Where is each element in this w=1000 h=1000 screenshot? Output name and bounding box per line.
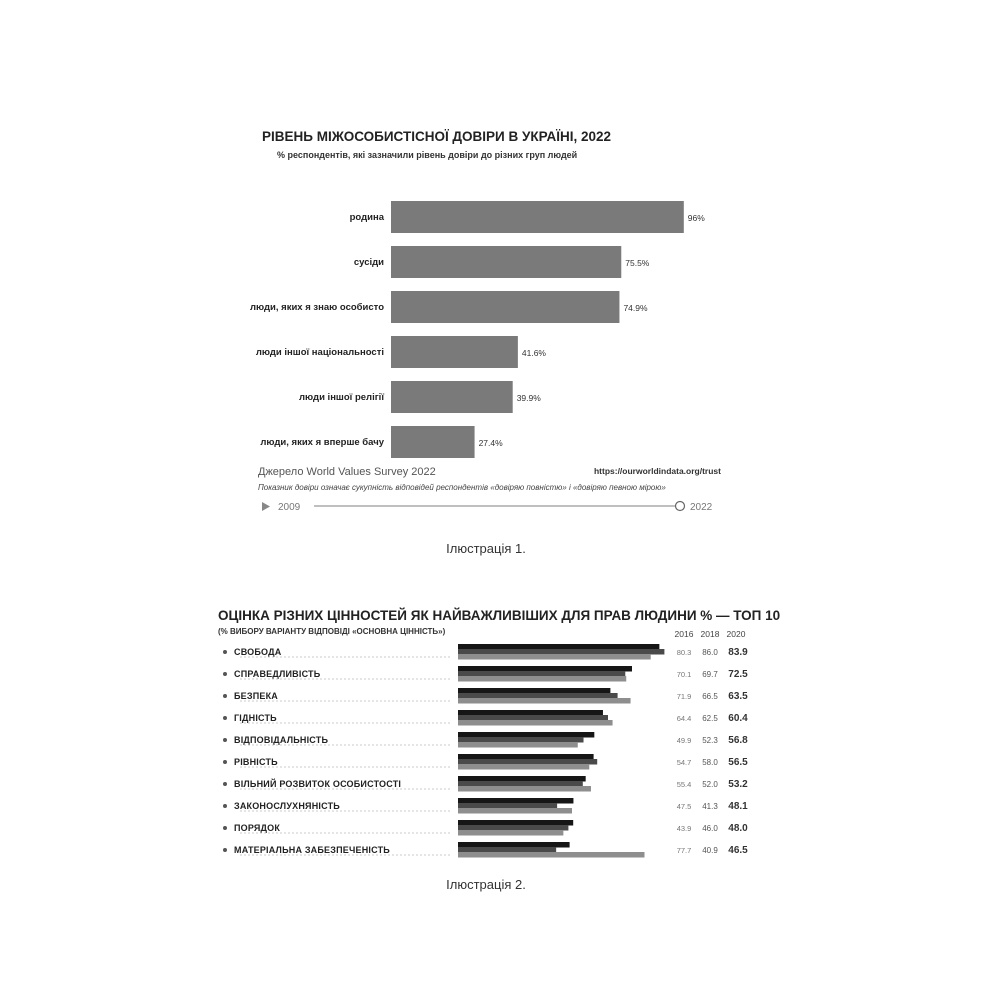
chart2-value-2020: 48.0 <box>728 823 748 834</box>
caption-2: Ілюстрація 2. <box>446 877 526 892</box>
chart2-bar-2020 <box>458 798 573 804</box>
chart2-bar-2016 <box>458 676 626 682</box>
chart2-value-2018: 62.5 <box>702 714 718 723</box>
chart2-value-2020: 56.5 <box>728 757 748 768</box>
chart2-plot <box>223 644 748 858</box>
chart2-bar-2020 <box>458 776 586 782</box>
chart2-category-label: ГІДНІСТЬ <box>234 713 277 723</box>
chart1-category-label: люди іншої релігії <box>299 392 384 403</box>
chart2-bar-2016 <box>458 698 631 704</box>
chart2-value-2020: 60.4 <box>728 713 748 724</box>
play-icon[interactable] <box>262 502 270 511</box>
chart2-value-2016: 70.1 <box>676 670 692 679</box>
chart2-title: ОЦІНКА РІЗНИХ ЦІННОСТЕЙ ЯК НАЙВАЖЛИВІШИХ ДЛЯ ПРАВ ЛЮДИНИ % — ТОП 10 <box>218 608 781 623</box>
chart2-value-2018: 86.0 <box>702 648 718 657</box>
chart2-bar-2020 <box>458 732 594 738</box>
chart2-category-label: ЗАКОНОСЛУХНЯНІСТЬ <box>234 801 340 811</box>
chart2-bar-2016 <box>458 654 651 660</box>
chart2-bullet <box>223 782 227 786</box>
chart2-bar-2016 <box>458 742 578 748</box>
chart2-value-2018: 52.0 <box>702 780 718 789</box>
chart2-bar-2018 <box>458 671 625 677</box>
chart2-bar-2018 <box>458 737 584 743</box>
chart2-bar-2020 <box>458 688 610 694</box>
chart1-bar <box>391 201 684 233</box>
chart2-value-2020: 46.5 <box>728 845 748 856</box>
chart2-bullet <box>223 650 227 654</box>
chart2-bar-2016 <box>458 720 613 726</box>
chart1-note: Показник довіри означає сукупність відповідей респондентів «довіряю повністю» і «довіряю певною мірою» <box>258 483 666 492</box>
chart2-bar-2018 <box>458 759 597 765</box>
chart2-bar-2016 <box>458 764 589 770</box>
timeline-handle[interactable] <box>676 502 685 511</box>
chart2-value-2018: 58.0 <box>702 758 718 767</box>
chart1-plot <box>250 201 705 458</box>
chart2-value-2018: 66.5 <box>702 692 718 701</box>
chart2-bar-2020 <box>458 644 659 650</box>
chart1-title: РІВЕНЬ МІЖОСОБИСТІСНОЇ ДОВІРИ В УКРАЇНІ, 2022 <box>262 129 611 144</box>
chart2-category-label: ВІЛЬНИЙ РОЗВИТОК ОСОБИСТОСТІ <box>234 779 402 789</box>
chart2-category-label: СПРАВЕДЛИВІСТЬ <box>234 669 321 679</box>
chart2-value-2016: 43.9 <box>676 824 692 833</box>
year-header-2020: 2020 <box>726 629 746 639</box>
chart1-category-label: люди, яких я вперше бачу <box>260 437 384 448</box>
chart2-value-2020: 56.8 <box>728 735 748 746</box>
chart1-value-label: 74.9% <box>623 303 648 313</box>
chart2-bar-2020 <box>458 666 632 672</box>
chart2-bar-2020 <box>458 842 570 848</box>
chart2-bar-2016 <box>458 830 563 836</box>
timeline-end-year: 2022 <box>690 502 713 513</box>
chart1-category-label: сусіди <box>353 257 384 268</box>
chart2-category-label: ВІДПОВІДАЛЬНІСТЬ <box>234 735 329 745</box>
chart2-bar-2018 <box>458 781 583 787</box>
chart2-bar-2018 <box>458 803 557 809</box>
chart2-bar-2016 <box>458 808 572 814</box>
chart2-bullet <box>223 672 227 676</box>
chart1-bar <box>391 246 621 278</box>
chart2-value-2016: 47.5 <box>676 802 692 811</box>
chart1-subtitle: % респондентів, які зазначили рівень довіри до різних груп людей <box>277 150 578 160</box>
chart1-category-label: люди іншої національності <box>255 347 384 358</box>
chart2-bar-2020 <box>458 820 573 826</box>
chart2-bar-2018 <box>458 847 556 853</box>
chart2-bar-2016 <box>458 852 644 858</box>
chart2-category-label: РІВНІСТЬ <box>234 757 278 767</box>
chart2-bullet <box>223 694 227 698</box>
chart2-value-2018: 52.3 <box>702 736 718 745</box>
chart2-bar-2020 <box>458 754 594 760</box>
chart2-category-label: ПОРЯДОК <box>234 823 281 833</box>
chart2-bullet <box>223 760 227 764</box>
chart2-value-2018: 69.7 <box>702 670 718 679</box>
chart2-bullet <box>223 716 227 720</box>
chart1-category-label: люди, яких я знаю особисто <box>250 302 384 313</box>
chart1-value-label: 75.5% <box>625 258 650 268</box>
chart2-value-2016: 54.7 <box>676 758 692 767</box>
year-header-2016: 2016 <box>674 629 694 639</box>
chart1-bar <box>391 336 518 368</box>
chart2-value-2020: 83.9 <box>728 647 748 658</box>
chart2-bar-2018 <box>458 649 664 655</box>
chart2-value-2020: 72.5 <box>728 669 748 680</box>
chart2-bar-2018 <box>458 825 568 831</box>
chart1-source-url[interactable]: https://ourworldindata.org/trust <box>593 466 721 476</box>
chart2-bullet <box>223 826 227 830</box>
chart2-category-label: МАТЕРІАЛЬНА ЗАБЕЗПЕЧЕНІСТЬ <box>234 845 390 855</box>
chart2-bar-2018 <box>458 693 618 699</box>
chart1-category-label: родина <box>349 212 384 223</box>
year-header-2018: 2018 <box>700 629 720 639</box>
chart1-bar <box>391 291 619 323</box>
chart2-category-label: СВОБОДА <box>234 647 282 657</box>
chart1-value-label: 41.6% <box>521 348 546 358</box>
chart2-bullet <box>223 848 227 852</box>
chart1-value-label: 39.9% <box>516 393 541 403</box>
chart2-subtitle: (% ВИБОРУ ВАРІАНТУ ВІДПОВІДІ «ОСНОВНА ЦІННІСТЬ») <box>218 627 446 636</box>
chart2-category-label: БЕЗПЕКА <box>234 691 278 701</box>
chart2-bar-2020 <box>458 710 603 716</box>
chart2-value-2018: 41.3 <box>702 802 718 811</box>
chart1-value-label: 27.4% <box>478 438 503 448</box>
chart1-value-label: 96% <box>687 213 705 223</box>
chart2-value-2016: 55.4 <box>676 780 692 789</box>
chart2-bullet <box>223 804 227 808</box>
chart2-bullet <box>223 738 227 742</box>
chart2-value-2020: 63.5 <box>728 691 748 702</box>
chart2-value-2018: 46.0 <box>702 824 718 833</box>
chart2-value-2016: 77.7 <box>676 846 692 855</box>
chart2-value-2020: 48.1 <box>728 801 748 812</box>
chart2-value-2016: 64.4 <box>676 714 692 723</box>
chart1-bar <box>391 426 475 458</box>
chart1-bar <box>391 381 513 413</box>
chart1-source: Джерело World Values Survey 2022 <box>258 466 436 478</box>
chart2-value-2016: 71.9 <box>676 692 692 701</box>
chart2-value-2016: 49.9 <box>676 736 692 745</box>
timeline-start-year: 2009 <box>278 502 301 513</box>
chart2-bar-2018 <box>458 715 608 721</box>
caption-1: Ілюстрація 1. <box>446 541 526 556</box>
chart2-value-2016: 80.3 <box>676 648 692 657</box>
chart2-bar-2016 <box>458 786 591 792</box>
chart2-value-2018: 40.9 <box>702 846 718 855</box>
chart2-value-2020: 53.2 <box>728 779 748 790</box>
